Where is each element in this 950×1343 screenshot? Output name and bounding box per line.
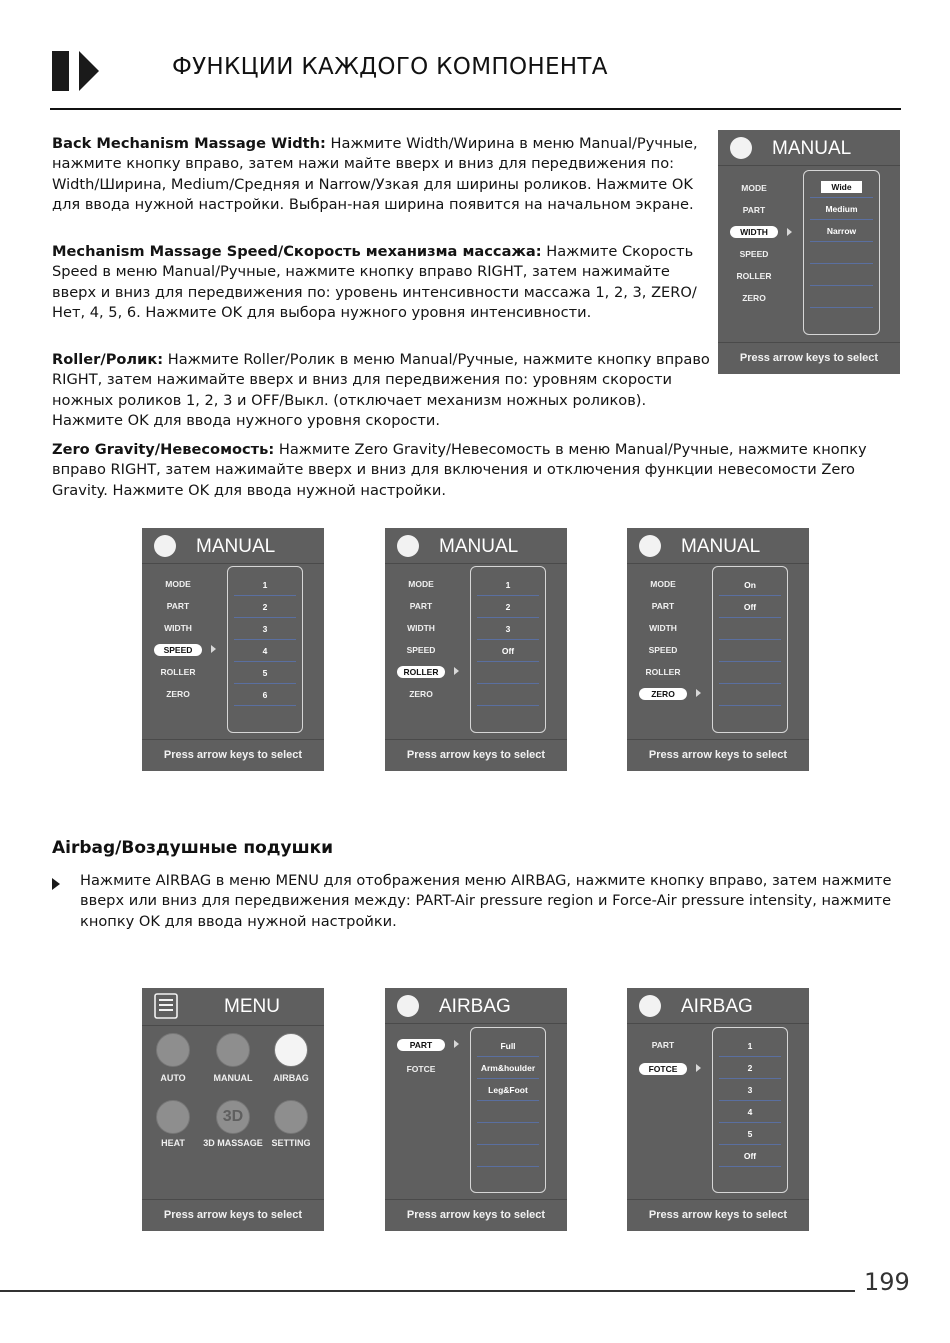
section-marker-icon	[52, 50, 100, 92]
label-speed: SPEED	[739, 249, 769, 259]
label-mode: MODE	[741, 183, 767, 193]
option-item[interactable]: 3	[234, 618, 296, 640]
label-zero: ZERO	[409, 689, 433, 699]
option-empty	[477, 1101, 539, 1123]
width-heading: Back Mechanism Massage Width:	[52, 135, 326, 152]
arrow-right-icon	[211, 645, 216, 653]
option-item[interactable]: 2	[477, 596, 539, 618]
roller-paragraph	[52, 350, 712, 431]
option-item[interactable]: Off	[719, 596, 781, 618]
heat-icon[interactable]	[156, 1100, 190, 1134]
label-width: WIDTH	[164, 623, 192, 633]
option-empty	[719, 684, 781, 706]
airbag-section-title: Airbag/Воздушные подушки	[52, 838, 334, 858]
label-zero-selected[interactable]: ZERO	[639, 688, 687, 700]
screen-manual-width	[718, 130, 900, 374]
option-item[interactable]: 4	[719, 1101, 781, 1123]
screen-footer: Press arrow keys to select	[142, 739, 324, 771]
label-part-selected[interactable]: PART	[397, 1039, 445, 1051]
option-empty	[810, 264, 873, 286]
page-title: ФУНКЦИИ КАЖДОГО КОМПОНЕНТА	[172, 54, 608, 80]
menu-item-setting[interactable]: SETTING	[271, 1138, 311, 1148]
zero-gravity-text: Нажмите Zero Gravity/Невесомость в меню Manual/Ручные, нажмите кнопку вправо RIGHT, затем нажимайте вверх и вниз для включения и отключения функции невесомости Zero Gravity. Нажмите OK для ввода нужной настройки.	[52, 441, 867, 499]
option-item[interactable]: 5	[234, 662, 296, 684]
option-empty	[477, 1145, 539, 1167]
label-speed: SPEED	[406, 645, 436, 655]
option-empty	[477, 662, 539, 684]
body-icon	[639, 995, 661, 1017]
option-item[interactable]: 5	[719, 1123, 781, 1145]
label-force-selected[interactable]: FOTCE	[639, 1063, 687, 1075]
screen-airbag-part	[385, 988, 567, 1231]
screen-footer: Press arrow keys to select	[718, 342, 900, 374]
page-number: 199	[864, 1268, 910, 1296]
screen-footer: Press arrow keys to select	[385, 1199, 567, 1231]
airbag-icon[interactable]	[274, 1033, 308, 1067]
label-force: FOTCE	[406, 1064, 436, 1074]
roller-text: Нажмите Roller/Ролик в меню Manual/Ручные, нажмите кнопку вправо RIGHT, затем нажимайте вверх и вниз для передвижения по: уровням скорости ножных роликов 1, 2, 3 и OFF/Выкл. (отключает механизм ножных роликов). Нажмите OK для ввода нужного уровня скорости.	[52, 351, 710, 429]
zero-gravity-paragraph	[52, 440, 912, 501]
screen-title: AIRBAG	[439, 996, 511, 1017]
label-width-selected[interactable]: WIDTH	[730, 226, 778, 238]
footer-divider	[0, 1290, 855, 1292]
option-item[interactable]: 4	[234, 640, 296, 662]
label-roller: ROLLER	[160, 667, 196, 677]
screen-menu	[142, 988, 324, 1231]
arrow-right-icon	[454, 667, 459, 675]
options-box	[712, 1027, 788, 1193]
label-part: PART	[409, 601, 433, 611]
label-speed-selected[interactable]: SPEED	[154, 644, 202, 656]
width-text: Нажмите Width/Wирина в меню Manual/Ручные, нажмите кнопку вправо, затем нажи майте вверх и вниз для передвижения по: Width/Ширина, Medium/Средняя и Narrow/Узкая для ширины роликов. Нажмите OK для ввода нужной настройки. Выбран-ная ширина появится на начальном экране.	[52, 135, 698, 213]
width-paragraph	[52, 134, 702, 215]
option-item[interactable]: Medium	[810, 198, 873, 220]
airbag-instructions: Нажмите AIRBAG в меню MENU для отображения меню AIRBAG, нажмите кнопку вправо, затем нажмите вверх или вниз для передвижения между: PART-Air pressure region и Force-Air pressure intensity, нажмите кнопку OK для ввода нужной настройки.	[80, 872, 892, 930]
label-mode: MODE	[165, 579, 191, 589]
hand-icon	[154, 535, 176, 557]
screen-title: MANUAL	[772, 138, 852, 159]
3d-massage-icon[interactable]: 3D	[216, 1100, 250, 1134]
option-item[interactable]: Narrow	[810, 220, 873, 242]
option-empty	[810, 286, 873, 308]
menu-item-airbag[interactable]: AIRBAG	[273, 1073, 309, 1083]
speed-heading: Mechanism Massage Speed/Скорость механизма массажа:	[52, 243, 542, 260]
option-item[interactable]: Arm&houlder	[477, 1057, 539, 1079]
options-box	[470, 1027, 546, 1193]
speed-paragraph	[52, 242, 702, 323]
options-box	[470, 566, 546, 733]
screen-manual-zero	[627, 528, 809, 771]
menu-item-heat[interactable]: HEAT	[161, 1138, 185, 1148]
screen-footer: Press arrow keys to select	[142, 1199, 324, 1231]
label-mode: MODE	[650, 579, 676, 589]
menu-item-auto[interactable]: AUTO	[160, 1073, 186, 1083]
label-roller: ROLLER	[736, 271, 772, 281]
screen-title: AIRBAG	[681, 996, 753, 1017]
speed-text: Нажмите Скорость Speed в меню Manual/Ручные, нажмите кнопку вправо RIGHT, затем нажимайте вверх и вниз для передвижения по: уровень интенсивности массажа 1, 2, 3, ZERO/Нет, 4, 5, 6. Нажмите OK для выбора нужного уровня интенсивности.	[52, 243, 697, 321]
option-item[interactable]: Full	[477, 1035, 539, 1057]
bullet-arrow-icon	[51, 877, 61, 891]
option-empty	[719, 618, 781, 640]
options-box	[803, 170, 880, 335]
option-item[interactable]: 1	[719, 1035, 781, 1057]
option-item[interactable]: 3	[719, 1079, 781, 1101]
menu-item-3d-massage[interactable]: 3D MASSAGE	[203, 1138, 263, 1148]
option-item[interactable]: Off	[477, 640, 539, 662]
screen-title: MANUAL	[439, 536, 519, 557]
label-part: PART	[651, 1040, 675, 1050]
arrow-right-icon	[696, 1064, 701, 1072]
option-item[interactable]: 1	[477, 574, 539, 596]
manual-icon[interactable]	[216, 1033, 250, 1067]
list-icon	[154, 993, 178, 1019]
option-empty	[719, 662, 781, 684]
option-item[interactable]: 2	[719, 1057, 781, 1079]
label-part: PART	[166, 601, 190, 611]
label-roller: ROLLER	[645, 667, 681, 677]
option-item[interactable]: Wide	[810, 176, 873, 198]
option-empty	[477, 1123, 539, 1145]
screen-manual-speed	[142, 528, 324, 771]
options-box	[227, 566, 303, 733]
arrow-right-icon	[454, 1040, 459, 1048]
label-mode: MODE	[408, 579, 434, 589]
label-part: PART	[651, 601, 675, 611]
header-divider	[50, 108, 901, 110]
screen-footer: Press arrow keys to select	[627, 1199, 809, 1231]
screen-airbag-force	[627, 988, 809, 1231]
zero-gravity-heading: Zero Gravity/Невесомость:	[52, 441, 275, 458]
option-item[interactable]: Off	[719, 1145, 781, 1167]
hand-icon	[397, 535, 419, 557]
option-empty	[477, 684, 539, 706]
label-speed: SPEED	[648, 645, 678, 655]
arrow-right-icon	[696, 689, 701, 697]
option-empty	[810, 242, 873, 264]
option-item[interactable]: 2	[234, 596, 296, 618]
label-zero: ZERO	[742, 293, 766, 303]
screen-title: MANUAL	[681, 536, 761, 557]
screen-footer: Press arrow keys to select	[627, 739, 809, 771]
options-box	[712, 566, 788, 733]
screen-manual-roller	[385, 528, 567, 771]
screen-footer: Press arrow keys to select	[385, 739, 567, 771]
hand-icon	[639, 535, 661, 557]
screen-title: MANUAL	[196, 536, 276, 557]
option-item[interactable]: Leg&Foot	[477, 1079, 539, 1101]
label-zero: ZERO	[166, 689, 190, 699]
roller-heading: Roller/Ролик:	[52, 351, 164, 368]
label-width: WIDTH	[407, 623, 435, 633]
screen-title: MENU	[224, 996, 280, 1017]
label-roller-selected[interactable]: ROLLER	[397, 666, 445, 678]
option-item[interactable]: On	[719, 574, 781, 596]
hand-icon	[730, 137, 752, 159]
option-item[interactable]: 3	[477, 618, 539, 640]
body-icon	[397, 995, 419, 1017]
option-item[interactable]: 1	[234, 574, 296, 596]
option-item[interactable]: 6	[234, 684, 296, 706]
label-part: PART	[742, 205, 766, 215]
menu-item-manual[interactable]: MANUAL	[213, 1073, 253, 1083]
auto-icon[interactable]	[156, 1033, 190, 1067]
label-width: WIDTH	[649, 623, 677, 633]
option-empty	[719, 640, 781, 662]
arrow-right-icon	[787, 228, 792, 236]
setting-icon[interactable]	[274, 1100, 308, 1134]
